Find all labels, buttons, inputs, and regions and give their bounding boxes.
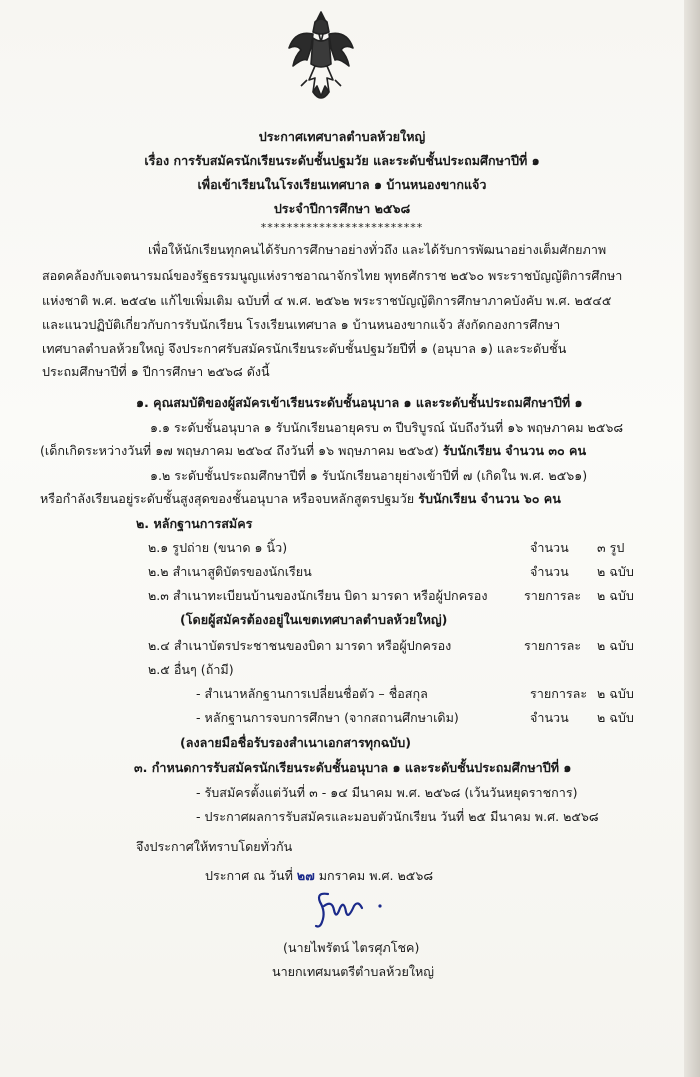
doc-label: ๒.๓ สำเนาทะเบียนบ้านของนักเรียน บิดา มารดา หรือผู้ปกครอง bbox=[148, 588, 488, 603]
other-docs-label: ๒.๕ อื่นๆ (ถ้ามี) bbox=[148, 662, 234, 677]
date-suffix: มกราคม พ.ศ. ๒๕๖๘ bbox=[318, 868, 434, 883]
other-doc-qty: ๒ ฉบับ bbox=[597, 710, 634, 725]
page-edge-shadow bbox=[684, 0, 700, 1077]
schedule-item: - รับสมัครตั้งแต่วันที่ ๓ - ๑๔ มีนาคม พ.ศ. ๒๕๖๘ (เว้นวันหยุดราชการ) bbox=[196, 785, 578, 800]
doc-unit: รายการละ bbox=[524, 588, 582, 603]
schedule-item: - ประกาศผลการรับสมัครและมอบตัวนักเรียน วันที่ ๒๕ มีนาคม พ.ศ. ๒๕๖๘ bbox=[196, 809, 599, 824]
signer-name: (นายไพรัตน์ ไตรศุภโชค) bbox=[283, 940, 420, 955]
other-doc-unit: รายการละ bbox=[530, 686, 588, 701]
announcement-title: ประกาศเทศบาลตำบลห้วยใหญ่ bbox=[258, 129, 426, 144]
kindergarten-quota: รับนักเรียน จำนวน ๓๐ คน bbox=[442, 443, 587, 458]
doc-qty: ๒ ฉบับ bbox=[597, 564, 634, 579]
garuda-emblem-icon bbox=[285, 8, 357, 108]
header-separator: ************************* bbox=[260, 221, 424, 234]
primary-quota: รับนักเรียน จำนวน ๖๐ คน bbox=[418, 491, 561, 506]
other-doc-qty: ๒ ฉบับ bbox=[597, 686, 634, 701]
area-note: (โดยผู้สมัครต้องอยู่ในเขตเทศบาลตำบลห้วยใหญ่) bbox=[180, 612, 448, 627]
subject-line-2: เพื่อเข้าเรียนในโรงเรียนเทศบาล ๑ บ้านหนองขากแจ้ว bbox=[197, 177, 487, 192]
section-2-heading: ๒. หลักฐานการสมัคร bbox=[136, 516, 253, 531]
signer-title: นายกเทศมนตรีตำบลห้วยใหญ่ bbox=[272, 964, 435, 979]
section-1-heading: ๑. คุณสมบัติของผู้สมัครเข้าเรียนระดับชั้นอนุบาล ๑ และระดับชั้นประถมศึกษาปีที่ ๑ bbox=[136, 395, 583, 410]
doc-label: ๒.๒ สำเนาสูติบัตรของนักเรียน bbox=[148, 564, 312, 579]
doc-label: ๒.๑ รูปถ่าย (ขนาด ๑ นิ้ว) bbox=[148, 540, 288, 555]
doc-unit: จำนวน bbox=[530, 564, 569, 579]
date-prefix: ประกาศ ณ วันที่ bbox=[205, 868, 293, 883]
primary-criteria: หรือกำลังเรียนอยู่ระดับชั้นสูงสุดของชั้นอนุบาล หรือจบหลักสูตรปฐมวัย bbox=[40, 491, 415, 506]
doc-qty: ๒ ฉบับ bbox=[597, 638, 634, 653]
doc-label: ๒.๔ สำเนาบัตรประชาชนของบิดา มารดา หรือผู้ปกครอง bbox=[148, 638, 452, 653]
other-doc-label: - หลักฐานการจบการศึกษา (จากสถานศึกษาเดิม) bbox=[196, 710, 459, 725]
birth-range: (เด็กเกิดระหว่างวันที่ ๑๗ พฤษภาคม ๒๕๖๔ ถึงวันที่ ๑๖ พฤษภาคม ๒๕๖๕) bbox=[40, 443, 439, 458]
announce-date bbox=[205, 866, 433, 886]
section-1-item-1-range bbox=[40, 441, 586, 461]
doc-unit: รายการละ bbox=[524, 638, 582, 653]
date-day-handwritten: ๒๗ bbox=[296, 868, 315, 883]
doc-qty: ๓ รูป bbox=[597, 540, 625, 555]
doc-unit: จำนวน bbox=[530, 540, 569, 555]
intro-line-5: เทศบาลตำบลห้วยใหญ่ จึงประกาศรับสมัครนักเรียนระดับชั้นปฐมวัยปีที่ ๑ (อนุบาล ๑) และระดับชั้น bbox=[42, 341, 567, 356]
subject-line-1: เรื่อง การรับสมัครนักเรียนระดับชั้นปฐมวัย และระดับชั้นประถมศึกษาปีที่ ๑ bbox=[144, 153, 540, 168]
intro-line-3: แห่งชาติ พ.ศ. ๒๕๔๒ แก้ไขเพิ่มเติม ฉบับที่ ๔ พ.ศ. ๒๕๖๒ พระราชบัญญัติการศึกษาภาคบังคับ พ.ศ. ๒๕๔๕ bbox=[42, 293, 612, 308]
intro-line-1: เพื่อให้นักเรียนทุกคนได้รับการศึกษาอย่างทั่วถึง และได้รับการพัฒนาอย่างเต็มศักยภาพ bbox=[148, 242, 607, 257]
signature bbox=[314, 886, 394, 936]
intro-line-6: ประถมศึกษาปีที่ ๑ ปีการศึกษา ๒๕๖๘ ดังนี้ bbox=[42, 364, 270, 379]
other-doc-unit: จำนวน bbox=[530, 710, 569, 725]
other-doc-label: - สำเนาหลักฐานการเปลี่ยนชื่อตัว – ชื่อสกุล bbox=[196, 686, 428, 701]
certify-note: (ลงลายมือชื่อรับรองสำเนาเอกสารทุกฉบับ) bbox=[180, 735, 412, 750]
subject-line-3: ประจำปีการศึกษา ๒๕๖๘ bbox=[273, 201, 411, 216]
intro-line-4: และแนวปฏิบัติเกี่ยวกับการรับนักเรียน โรงเรียนเทศบาล ๑ บ้านหนองขากแจ้ว สังกัดกองการศึกษา bbox=[42, 317, 561, 332]
closing-announce: จึงประกาศให้ทราบโดยทั่วกัน bbox=[136, 839, 293, 854]
section-1-item-2: ๑.๒ ระดับชั้นประถมศึกษาปีที่ ๑ รับนักเรียนอายุย่างเข้าปีที่ ๗ (เกิดใน พ.ศ. ๒๕๖๑) bbox=[150, 468, 588, 483]
intro-line-2: สอดคล้องกับเจตนารมณ์ของรัฐธรรมนูญแห่งราชอาณาจักรไทย พุทธศักราช ๒๕๖๐ พระราชบัญญัติการศึกษา bbox=[42, 268, 623, 283]
section-3-heading: ๓. กำหนดการรับสมัครนักเรียนระดับชั้นอนุบาล ๑ และระดับชั้นประถมศึกษาปีที่ ๑ bbox=[134, 760, 572, 775]
doc-qty: ๒ ฉบับ bbox=[597, 588, 634, 603]
section-1-item-2-detail bbox=[40, 489, 561, 509]
section-1-item-1: ๑.๑ ระดับชั้นอนุบาล ๑ รับนักเรียนอายุครบ ๓ ปีบริบูรณ์ นับถึงวันที่ ๑๖ พฤษภาคม ๒๕๖๘ bbox=[150, 420, 624, 435]
